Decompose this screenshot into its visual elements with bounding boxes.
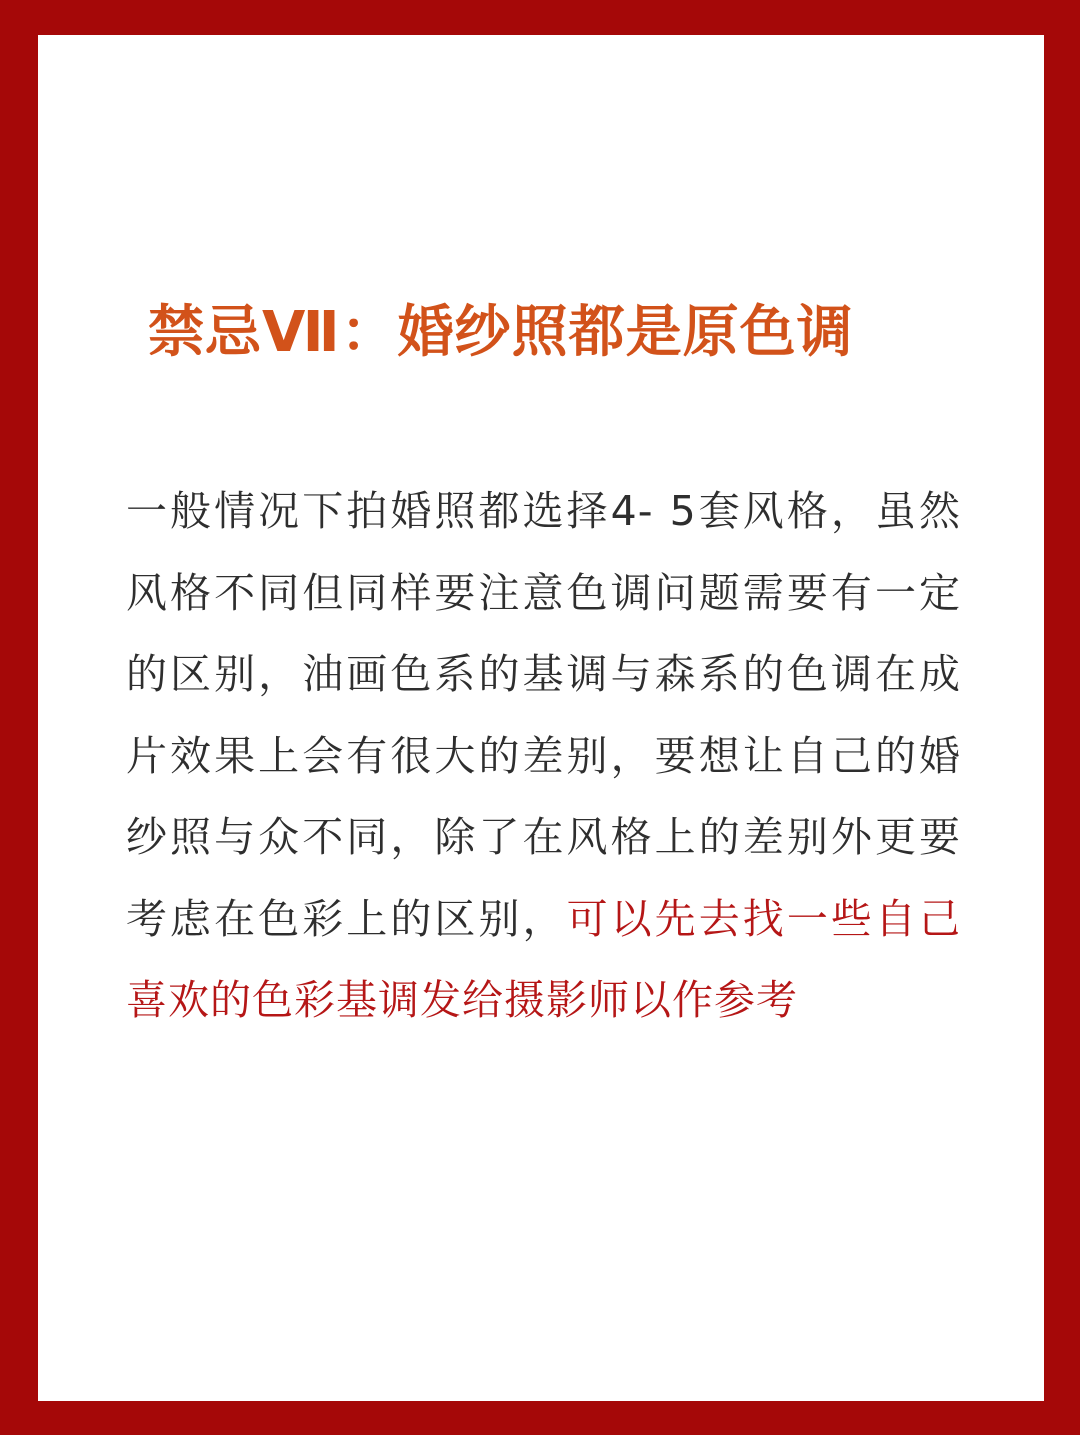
body-paragraph <box>126 471 961 1042</box>
page-title: 禁忌Ⅶ：婚纱照都是原色调 <box>148 300 854 365</box>
body-text-main: 一般情况下拍婚照都选择4- 5套风格，虽然风格不同但同样要注意色调问题需要有一定的区别，油画色系的基调与森系的色调在成片效果上会有很大的差别，要想让自己的婚纱照与众不同，除了在风格上的差别外更要考虑在色彩上的区别， <box>126 487 961 943</box>
content-card <box>38 35 1044 1401</box>
body-text-highlight: 可以先去找一些自己喜欢的色彩基调发给摄影师以作参考 <box>126 894 962 1024</box>
